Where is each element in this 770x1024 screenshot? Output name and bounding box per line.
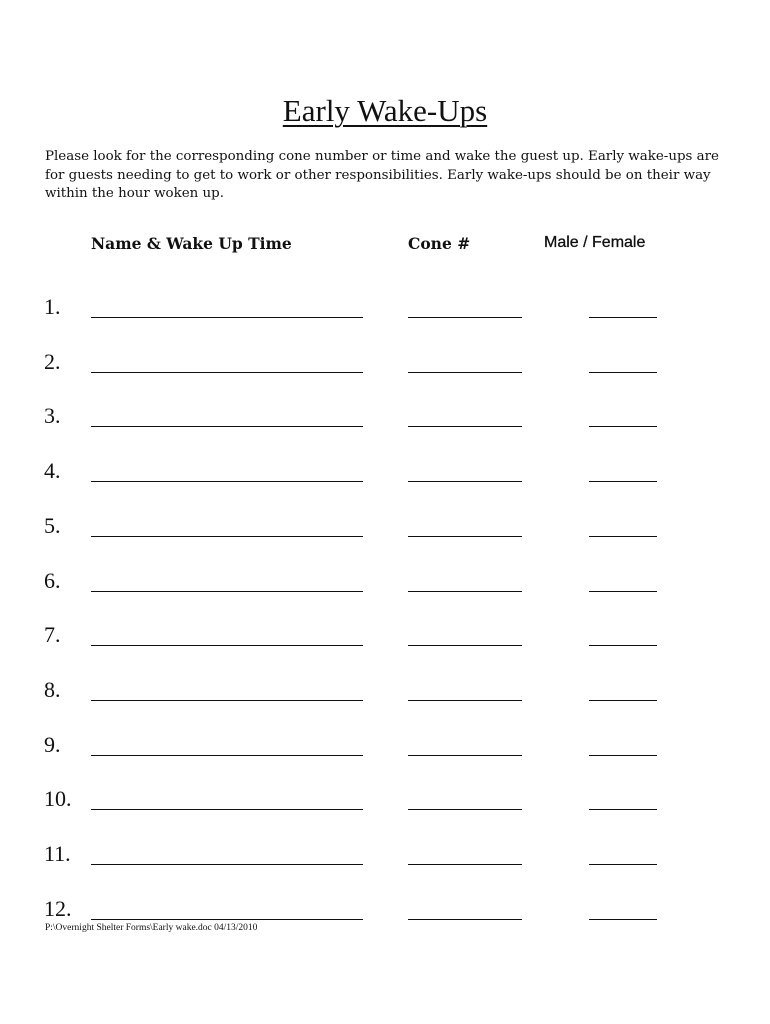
- name-time-blank[interactable]: [91, 864, 363, 865]
- cone-number-blank[interactable]: [408, 864, 522, 865]
- male-female-blank[interactable]: [589, 317, 657, 318]
- cone-number-blank[interactable]: [408, 591, 522, 592]
- entry-row: [0, 333, 770, 373]
- male-female-blank[interactable]: [589, 755, 657, 756]
- name-time-blank[interactable]: [91, 809, 363, 810]
- name-time-blank[interactable]: [91, 317, 363, 318]
- row-number: 7.: [44, 622, 61, 648]
- name-time-blank[interactable]: [91, 426, 363, 427]
- name-time-blank[interactable]: [91, 536, 363, 537]
- column-header-cone: Cone #: [408, 234, 471, 253]
- row-number: 3.: [44, 403, 61, 429]
- cone-number-blank[interactable]: [408, 919, 522, 920]
- entry-row: [0, 442, 770, 482]
- entry-row: [0, 661, 770, 701]
- entry-row: [0, 497, 770, 537]
- cone-number-blank[interactable]: [408, 755, 522, 756]
- file-path-footer: P:\Overnight Shelter Forms\Early wake.doc 04/13/2010: [45, 923, 258, 933]
- name-time-blank[interactable]: [91, 700, 363, 701]
- cone-number-blank[interactable]: [408, 426, 522, 427]
- male-female-blank[interactable]: [589, 700, 657, 701]
- cone-number-blank[interactable]: [408, 700, 522, 701]
- row-number: 9.: [44, 731, 61, 757]
- row-number: 4.: [44, 458, 61, 484]
- row-number: 8.: [44, 676, 61, 702]
- column-header-name: Name & Wake Up Time: [91, 234, 292, 253]
- male-female-blank[interactable]: [589, 809, 657, 810]
- entry-row: [0, 387, 770, 427]
- cone-number-blank[interactable]: [408, 809, 522, 810]
- row-number: 6.: [44, 567, 61, 593]
- male-female-blank[interactable]: [589, 481, 657, 482]
- name-time-blank[interactable]: [91, 591, 363, 592]
- cone-number-blank[interactable]: [408, 536, 522, 537]
- name-time-blank[interactable]: [91, 919, 363, 920]
- entry-row: [0, 552, 770, 592]
- instructions-text: Please look for the corresponding cone number or time and wake the guest up. Early wake-ups are for guests needing to get to work or other responsibilities. Early wake-ups should be on their way within the hour woken up.: [45, 149, 719, 201]
- cone-number-blank[interactable]: [408, 481, 522, 482]
- male-female-blank[interactable]: [589, 591, 657, 592]
- entry-row: [0, 880, 770, 920]
- name-time-blank[interactable]: [91, 645, 363, 646]
- entry-row: [0, 606, 770, 646]
- page-title: Early Wake-Ups: [282, 93, 488, 128]
- entry-row: [0, 278, 770, 318]
- male-female-blank[interactable]: [589, 372, 657, 373]
- row-number: 12.: [44, 895, 72, 921]
- entry-row: [0, 770, 770, 810]
- entry-row: [0, 825, 770, 865]
- male-female-blank[interactable]: [589, 645, 657, 646]
- cone-number-blank[interactable]: [408, 317, 522, 318]
- male-female-blank[interactable]: [589, 426, 657, 427]
- male-female-blank[interactable]: [589, 919, 657, 920]
- entry-row: [0, 716, 770, 756]
- name-time-blank[interactable]: [91, 755, 363, 756]
- male-female-blank[interactable]: [589, 864, 657, 865]
- cone-number-blank[interactable]: [408, 645, 522, 646]
- male-female-blank[interactable]: [589, 536, 657, 537]
- row-number: 5.: [44, 512, 61, 538]
- row-number: 2.: [44, 348, 61, 374]
- row-number: 1.: [44, 294, 61, 319]
- cone-number-blank[interactable]: [408, 372, 522, 373]
- row-number: 10.: [44, 786, 72, 812]
- column-header-sex: Male / Female: [544, 234, 646, 251]
- name-time-blank[interactable]: [91, 372, 363, 373]
- row-number: 11.: [44, 841, 71, 866]
- name-time-blank[interactable]: [91, 481, 363, 482]
